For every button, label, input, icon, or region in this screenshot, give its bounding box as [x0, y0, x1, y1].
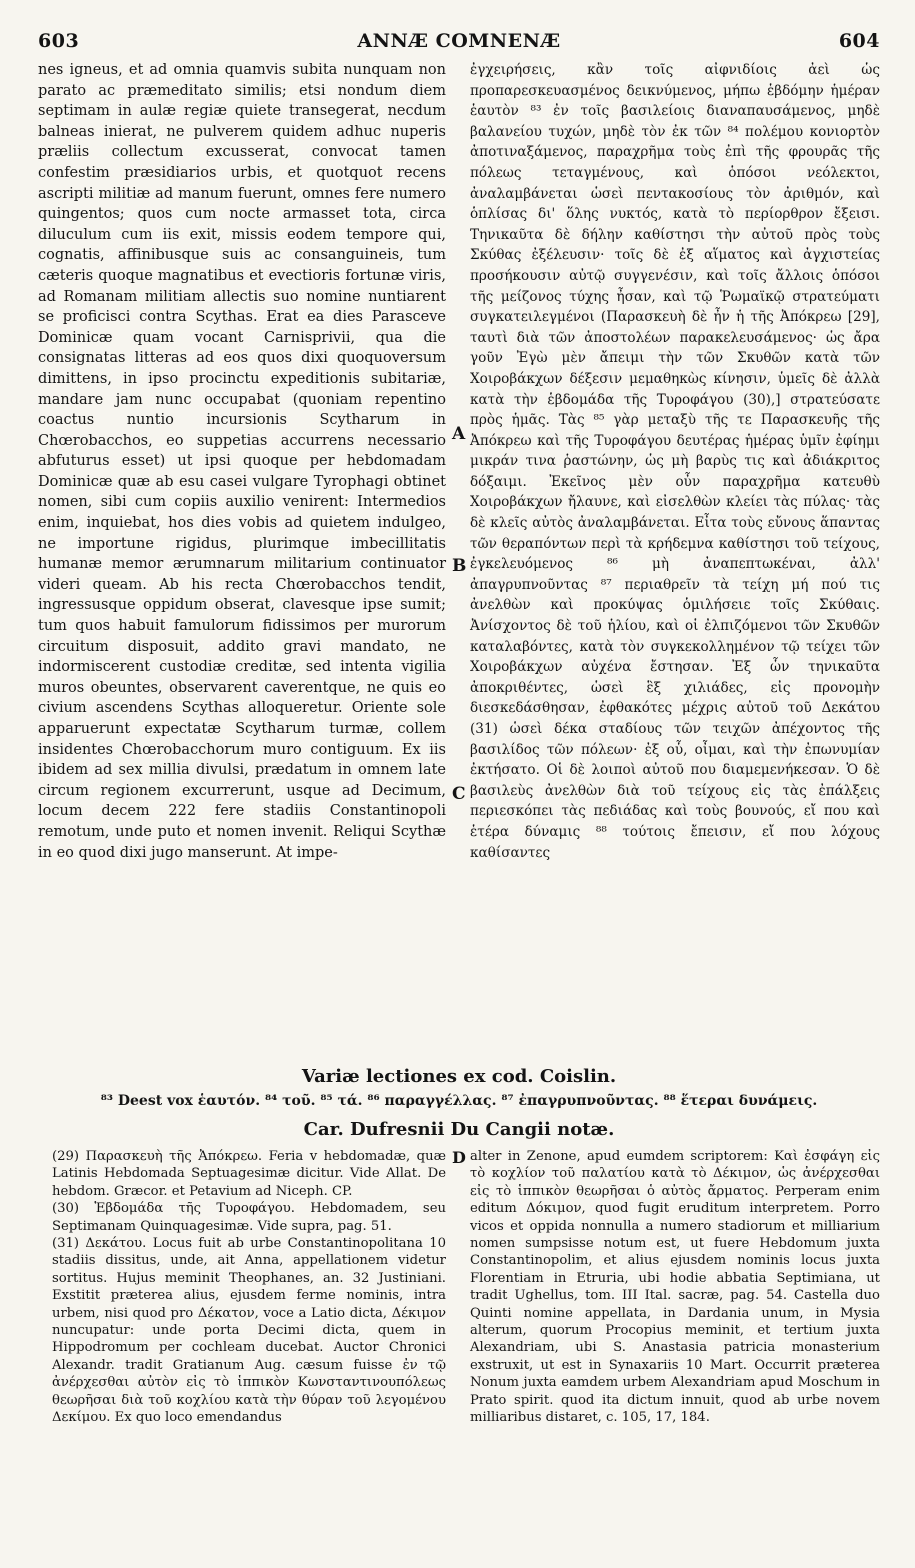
main-text-columns — [38, 60, 880, 1060]
greek-text-column: ἐγχειρήσεις, κἂν τοῖς αἰφνιδίοις ἀεὶ ὡς προπαρεσκευασμένος δεικνύμενος, μήπω ἑβδόμην ἡμέραν ἑαυτὸν ⁸³ ἐν τοῖς βασιλείοις διαναπαυσάμενος, μηδὲ βαλανείου τυχών, μηδὲ τὸν ἐκ τῶν ⁸⁴ πολέμου κονιορτὸν ἀποτιναξάμενος, παραχρῆμα τοὺς ἐπὶ τῆς φρουρᾶς τῆς πόλεως τεταγμένους, καὶ ὁπόσοι νεόλεκτοι, ἀναλαμβάνεται ὡσεὶ πεντακοσίους τὸν ἀριθμόν, καὶ ὁπλίσας δι' ὅλης νυκτός, κατὰ τὸ περίορθρον ἔξεισι. Τηνικαῦτα δὲ δήλην καθίστησι τὴν αὐτοῦ πρὸς τοὺς Σκύθας ἐξέλευσιν· τοῖς δὲ ἐξ αἵματος καὶ ἀγχιστείας προσήκουσιν αὐτῷ συγγενέσιν, καὶ τοῖς ἄλλοις ὁπόσοι τῆς μείζονος τύχης ἦσαν, καὶ τῷ Ῥωμαϊκῷ στρατεύματι συγκατειλεγμένοι (Παρασκευὴ δὲ ἦν ἡ τῆς Ἀπόκρεω [29], ταυτὶ διὰ τῶν ἀποστολέων παρακελευσάμενος· ὡς ἄρα γοῦν Ἐγὼ μὲν ἄπειμι τὴν τῶν Σκυθῶν κατὰ τῶν Χοιροβάκχων δέξεσιν μεμαθηκὼς κίνησιν, ὑμεῖς δὲ ἀλλὰ κατὰ τὴν ἑβδομάδα τῆς Τυροφάγου (30),] στρατεύσατε πρὸς ἡμᾶς. Τὰς ⁸⁵ γὰρ μεταξὺ τῆς τε Παρασκευῆς τῆς Ἀπόκρεω καὶ τῆς Τυροφάγου δευτέρας ἡμέρας ὑμῖν ἐφίημι μικράν τινα ῥαστώνην, ὡς μὴ βαρὺς τις καὶ ἀδιάκριτος δόξαιμι. Ἐκεῖνος μὲν οὖν παραχρῆμα κατευθὺ Χοιροβάκχων ἤλαυνε, καὶ εἰσελθὼν κλείει τὰς πύλας· τὰς δὲ κλεῖς αὐτὸς ἀναλαμβάνεται. Εἶτα τοὺς εὔνους ἅπαντας τῶν θεραπόντων περὶ τὰ κρήδεμνα καθίστησι τοῦ τείχους, ἐγκελευόμενος ⁸⁶ μὴ ἀναπεπτωκέναι, ἀλλ' ἀπαγρυπνοῦντας ⁸⁷ περιαθρεῖν τὰ τείχη μή πού τις ἀνελθὼν καὶ προκύψας ὁμιλήσειε τοῖς Σκύθαις. Ἀνίσχοντος δὲ τοῦ ἡλίου, καὶ οἱ ἐλπιζόμενοι τῶν Σκυθῶν καταλαβόντες, κατὰ τὸν συγκεκολλημένον τῷ τείχει τῶν Χοιροβάκχων αὐχένα ἔστησαν. Ἐξ ὧν τηνικαῦτα ἀποκριθέντες, ὡσεὶ ἓξ χιλιάδες, εἰς προνομὴν διεσκεδάσθησαν, ἐφθακότες μέχρις αὐτοῦ τοῦ Δεκάτου (31) ὡσεὶ δέκα σταδίους τῶν τειχῶν ἀπέχοντος τῆς βασιλίδος τῶν πόλεων· ἐξ οὗ, οἶμαι, καὶ τὴν ἐπωνυμίαν ἐκτήσατο. Οἱ δὲ λοιποὶ αὐτοῦ που διαμεμενήκεσαν. Ὁ δὲ βασιλεὺς ἀνελθὼν διὰ τοῦ τείχους εἰς τὰς ἐπάλξεις περιεσκόπει τὰς πεδιάδας καὶ τοὺς βουνούς, εἴ που καὶ ἑτέρα δύναμις ⁸⁸ τούτοις ἔπεισιν, εἴ που λόχους καθίσαντες — [470, 62, 880, 861]
running-title: ANNÆ COMNENÆ — [357, 30, 561, 52]
variae-lectiones-heading: Variæ lectiones ex cod. Coislin. — [301, 1066, 617, 1087]
notes-right-column: alter in Zenone, apud eumdem scriptorem: Καὶ ἐσφάγη εἰς τὸ κοχλίον τοῦ παλατίου κατὰ τὸ Δέκιμον, ὡς ἀνέρχεσθαι εἰς τὸ ἱππικὸν θεωρῆσαι ὁ αὐτὸς ἄρματος. Perperam enim editum Δόκιμον, quod fugit eruditum interpretem. Porro vicos et oppida nonnulla a numero stadiorum et milliarium nomen sumpsisse notum est, ut fuere Hebdomum juxta Constantinopolim, et alius ejusdem nominis locus juxta Florentiam in Etruria, ubi hodie abbatia Septimiana, ut tradit Ughellus, tom. III Ital. sacræ, pag. 54. Castella duo Quinti nomine appellata, in Dardania unum, in Mysia alterum, quorum Procopius meminit, et tertium juxta Alexandriam, ubi S. Anastasia patricia monasterium exstruxit, ut est in Synaxariis 10 Mart. Occurrit præterea Nonum juxta eamdem urbem Alexandriam apud Moschum in Prato spirit. quod ita dictum innuit, quod ab urbe novem milliaribus distaret, c. 105, 17, 184. — [470, 1149, 880, 1426]
variae-lectiones-text: ⁸³ Deest vox ἑαυτόν. ⁸⁴ τοῦ. ⁸⁵ τά. ⁸⁶ παραγγέλλας. ⁸⁷ ἐπαγρυπνοῦντας. ⁸⁸ ἕτεραι δυνάμεις. — [100, 1093, 818, 1109]
notes-heading: Car. Dufresnii Du Cangii notæ. — [303, 1119, 615, 1140]
page — [38, 30, 880, 1568]
latin-translation-column: nes igneus, et ad omnia quamvis subita nunquam non parato ac præmeditato similis; etsi nondum diem septimam in aulæ regiæ quiete transegerat, necdum balneas inierat, ne pulverem quidem adhuc nuperis præliis collectum excusserat, convocat tamen confestim præsidiarios urbis, et quotquot recens ascripti militiæ ad manum fuerunt, omnes fere numero quingentos; quos cum nocte armasset tota, circa diluculum cum iis exit, missis eodem tempore qui, cognatis, affinibusque suis ac consanguineis, tum cæteris quoque magnatibus et evectioris fortunæ viris, ad Romanam militiam allectis suo nomine nuntiarent se proficisci contra Scythas. Erat ea dies Parasceve Dominicæ quam vocant Carnisprivii, qua die consignatas litteras ad eos quos dixi quoquoversum dimittens, in ipso procinctu expeditionis subitariæ, mandare jam nunc occupabat (quoniam repentino coactus nuntio incursionis Scytharum in Chœrobacchos, eo suppetias accurrens necessario abfuturus esset) ut ipsi quoque per hebdomadam Dominicæ quæ ab esu casei vulgare Tyrophagi obtinet nomen, sibi cum copiis auxilio venirent: Intermedios enim, inquiebat, hos dies vobis ad quietem indulgeo, ne importune rigidus, plurimque imbecillitatis humanæ memor ærumnarum militarium continuator videri queam. Ab his recta Chœrobacchos tendit, ingressusque oppidum obserat, clavesque ipse sumit; tum quos habuit famulorum fidissimos per murorum circuitum disposuit, addito gravi mandato, ne indormiscerent custodiæ creditæ, sed intenta vigilia muros obeuntes, observarent caverentque, ne quis eo civium ascendens Scythas alloqueretur. Oriente sole apparuerunt expectatæ Scytharum turmæ, collem insidentes Chœrobacchorum muro contiguum. Ex iis ibidem ad sex millia divulsi, prædatum in omnem late circum regionem excurrerunt, usque ad Decimum, locum decem 222 fere stadiis Constantinopoli remotum, unde puto et nomen invenit. Reliqui Scythæ in eo quod dixi jugo manserunt. At impe- — [38, 62, 446, 861]
section-marker-b: B — [452, 556, 467, 576]
notes-left-column: (29) Παρασκευὴ τῆς Ἀπόκρεω. Feria v hebdomadæ, quæ Latinis Hebdomada Septuagesimæ dicitur. Vide Allat. De hebdom. Græcor. et Petavium ad Niceph. CP. (30) Ἑβδομάδα τῆς Τυροφάγου. Hebdomadem, seu Septimanam Quinquagesimæ. Vide supra, pag. 51. (31) Δεκάτου. Locus fuit ab urbe Constantinopolitana 10 stadiis dissitus, unde, ait Anna, appellationem videtur sortitus. Hujus meminit Theophanes, an. 32 Justiniani. Exstitit præterea alius, ejusdem ferme nominis, intra urbem, nisi quod pro Δέκατον, voce a Latio dicta, Δέκιμον nuncupatur: unde porta Decimi dicta, quem in Hippodromum per cochleam ducebat. Auctor Chronici Alexandr. tradit Gratianum Aug. cæsum fuisse ἐν τῷ ἀνέρχεσθαι αὐτὸν εἰς τὸ ἱππικὸν Κωνσταντινουπόλεως θεωρῆσαι διὰ τοῦ κοχλίου κατὰ τὴν θύραν τοῦ λεγομένου Δεκίμου. Ex quo loco emendandus — [52, 1149, 446, 1426]
running-header — [38, 30, 880, 60]
notes-columns — [38, 1148, 880, 1568]
section-marker-c: C — [452, 784, 466, 804]
section-marker-a: A — [452, 424, 466, 444]
right-page-number: 604 — [838, 30, 880, 52]
section-marker-d: D — [452, 1148, 466, 1167]
left-page-number: 603 — [38, 30, 80, 52]
